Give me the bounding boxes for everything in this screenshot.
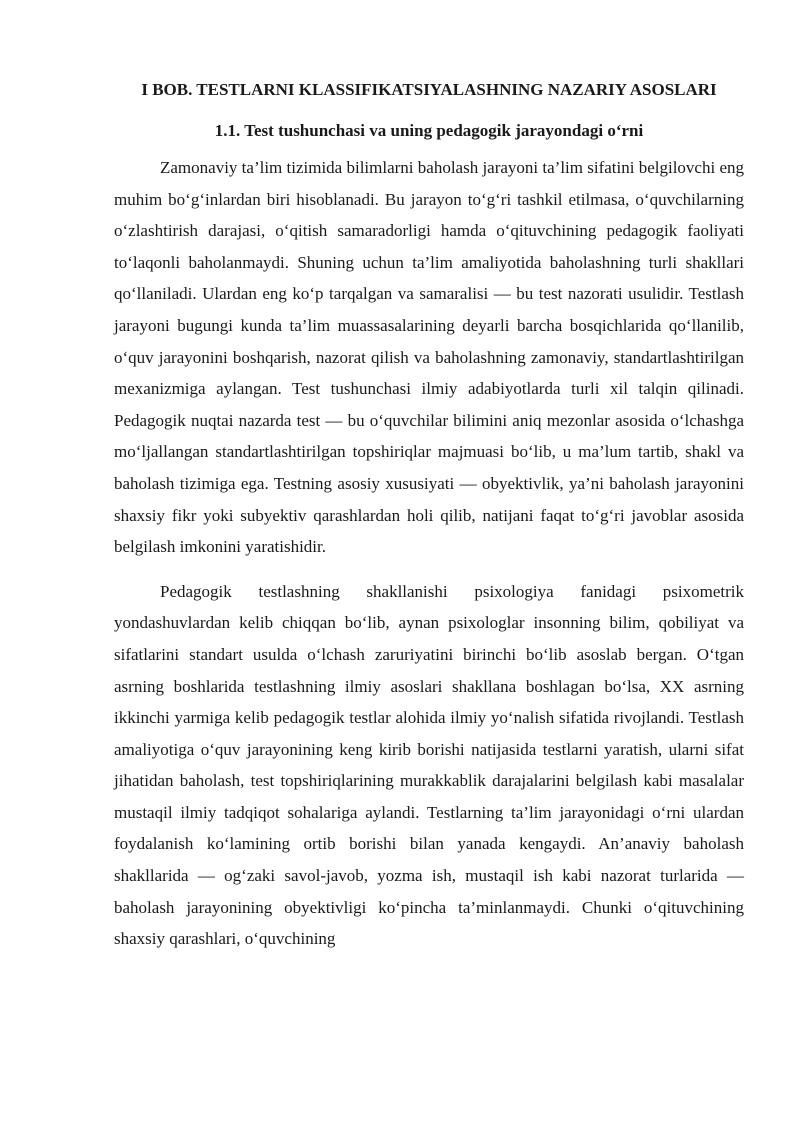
section-title: 1.1. Test tushunchasi va uning pedagogik jarayondagi o‘rni (214, 121, 644, 140)
body-paragraph-2: Pedagogik testlashning shakllanishi psixologiya fanidagi psixometrik yondashuvlardan kelib chiqqan bo‘lib, aynan psixologlar insonning bilim, qobiliyat va sifatlarini standart usulda o‘lchash zaruriyatini birinchi bo‘lib asoslab bergan. O‘tgan asrning boshlarida testlashning ilmiy asoslari shakllana boshlagan bo‘lsa, XX asrning ikkinchi yarmiga kelib pedagogik testlar alohida ilmiy yo‘nalish sifatida rivojlandi. Testlash amaliyotiga o‘quv jarayonining keng kirib borishi natijasida testlarni yaratish, ularni sifat jihatidan baholash, test topshiriqlarining murakkablik darajalarini belgilash kabi masalalar mustaqil ilmiy tadqiqot sohalariga aylandi. Testlarning ta’lim jarayonidagi o‘rni ulardan foydalanish ko‘lamining ortib borishi bilan yanada kengaydi. An’anaviy baholash shakllarida — og‘zaki savol-javob, yozma ish, mustaqil ish kabi nazorat turlarida — baholash jarayonining obyektivligi ko‘pincha ta’minlanmaydi. Chunki o‘qituvchining shaxsiy qarashlari, o‘quvchining (114, 581, 744, 949)
chapter-title: I BOB. TESTLARNI KLASSIFIKATSIYALASHNING NAZARIY ASOSLARI (141, 80, 717, 99)
body-paragraph-1: Zamonaviy ta’lim tizimida bilimlarni baholash jarayoni ta’lim sifatini belgilovchi eng muhim bo‘g‘inlardan biri hisoblanadi. Bu jarayon to‘g‘ri tashkil etilmasa, o‘quvchilarning o‘zlashtirish darajasi, o‘qitish samaradorligi hamda o‘qituvchining pedagogik faoliyati to‘laqonli baholanmaydi. Shuning uchun ta’lim amaliyotida baholashning turli shakllari qo‘llaniladi. Ulardan eng ko‘p tarqalgan va samaralisi — bu test nazorati usulidir. Testlash jarayoni bugungi kunda ta’lim muassasalarining deyarli barcha bosqichlarida qo‘llanilib, o‘quv jarayonini boshqarish, nazorat qilish va baholashning zamonaviy, standartlashtirilgan mexanizmiga aylangan. Test tushunchasi ilmiy adabiyotlarda turli xil talqin qilinadi. Pedagogik nuqtai nazarda test — bu o‘quvchilar bilimini aniq mezonlar asosida o‘lchashga mo‘ljallangan standartlashtirilgan topshiriqlar majmuasi bo‘lib, u ma’lum tartib, shakl va baholash tizimiga ega. Testning asosiy xususiyati — obyektivlik, ya’ni baholash jarayonini shaxsiy fikr yoki subyektiv qarashlardan holi qilib, natijani faqat to‘g‘ri javoblar asosida belgilash imkonini yaratishidir. (114, 158, 744, 557)
